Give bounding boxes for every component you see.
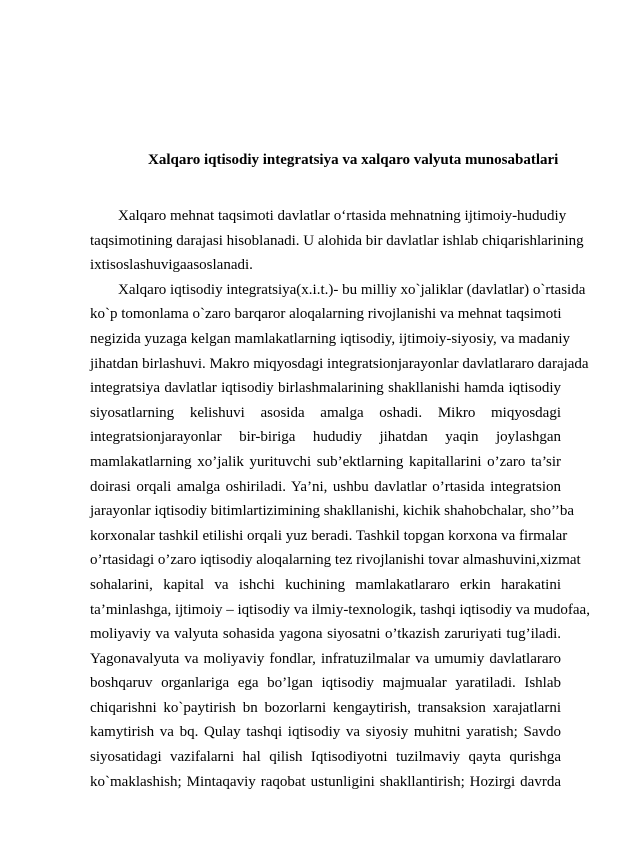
text-line: ko`maklashish; Mintaqaviy raqobat ustunligini shakllantirish; Hozirgi davrda [90, 773, 561, 790]
text-line: negizida yuzaga kelgan mamlakatlarning iqtisodiy, ijtimoiy-siyosiy, va madaniy [90, 330, 571, 347]
paragraph-1 [90, 204, 584, 278]
document-title: Xalqaro iqtisodiy integratsiya va xalqaro valyuta munosabatlari [148, 152, 559, 168]
text-line: chiqarishni ko`paytirish bn bozorlarni kengaytirish, transaksion xarajatlarni [90, 699, 561, 716]
text-line: taqsimotining darajasi hisoblanadi. U alohida bir davlatlar ishlab chiqarishlarining [90, 232, 584, 249]
text-line: ko`p tomonlama o`zaro barqaror aloqalarning rivojlanishi va mehnat taqsimoti [90, 306, 562, 323]
text-line: Xalqaro iqtisodiy integratsiya(x.i.t.)- bu milliy xo`jaliklar (davlatlar) o`rtasida [118, 281, 586, 298]
text-line: boshqaruv organlariga ega bo’lgan iqtisodiy majmualar yaratiladi. Ishlab [90, 675, 561, 692]
text-line: korxonalar tashkil etilishi orqali yuz beradi. Tashkil topgan korxona va firmalar [90, 527, 568, 544]
document-body [90, 204, 590, 794]
text-line: ta’minlashga, ijtimoiy – iqtisodiy va ilmiy-texnologik, tashqi iqtisodiy va mudofaa, [90, 601, 590, 618]
text-line: o’rtasidagi o’zaro iqtisodiy aloqalarning tez rivojlanishi tovar almashuvini,xizmat [90, 552, 581, 569]
text-line: kamytirish va bq. Qulay tashqi iqtisodiy va siyosiy muhitni yaratish; Savdo [90, 724, 561, 741]
text-line: ixtisoslashuvigaasoslanadi. [90, 257, 253, 274]
text-line: Yagonavalyuta va moliyaviy fondlar, infratuzilmalar va umumiy davlatlararo [90, 650, 561, 667]
text-line: integratsiya davlatlar iqtisodiy birlashmalarining shakllanishi hamda iqtisodiy [90, 380, 561, 397]
text-line: siyosatidagi vazifalarni hal qilish Iqtisodiyotni tuzilmaviy qayta qurishga [90, 749, 561, 766]
paragraph-2 [90, 278, 590, 794]
text-line: mamlakatlarning xo’jalik yurituvchi sub’ektlarning kapitallarini o’zaro ta’sir [90, 453, 561, 470]
text-line: sohalarini, kapital va ishchi kuchining mamlakatlararo erkin harakatini [90, 576, 561, 593]
text-line: jarayonlar iqtisodiy bitimlartizimining shakllanishi, kichik shahobchalar, sho’’ba [90, 503, 575, 520]
text-line: siyosatlarning kelishuvi asosida amalga oshadi. Mikro miqyosdagi [90, 404, 561, 421]
text-line: doirasi orqali amalga oshiriladi. Ya’ni, ushbu davlatlar o’rtasida integratsion [90, 478, 561, 495]
text-line: Xalqaro mehnat taqsimoti davlatlar o‘rtasida mehnatning ijtimoiy-hududiy [118, 208, 567, 224]
text-line: integratsionjarayonlar bir-biriga hududiy jihatdan yaqin joylashgan [90, 429, 561, 446]
text-line: moliyaviy va valyuta sohasida yagona siyosatni o’tkazish zaruriyati tug’iladi. [90, 626, 561, 643]
text-line: jihatdan birlashuvi. Makro miqyosdagi integratsionjarayonlar davlatlararo darajada [90, 355, 589, 372]
